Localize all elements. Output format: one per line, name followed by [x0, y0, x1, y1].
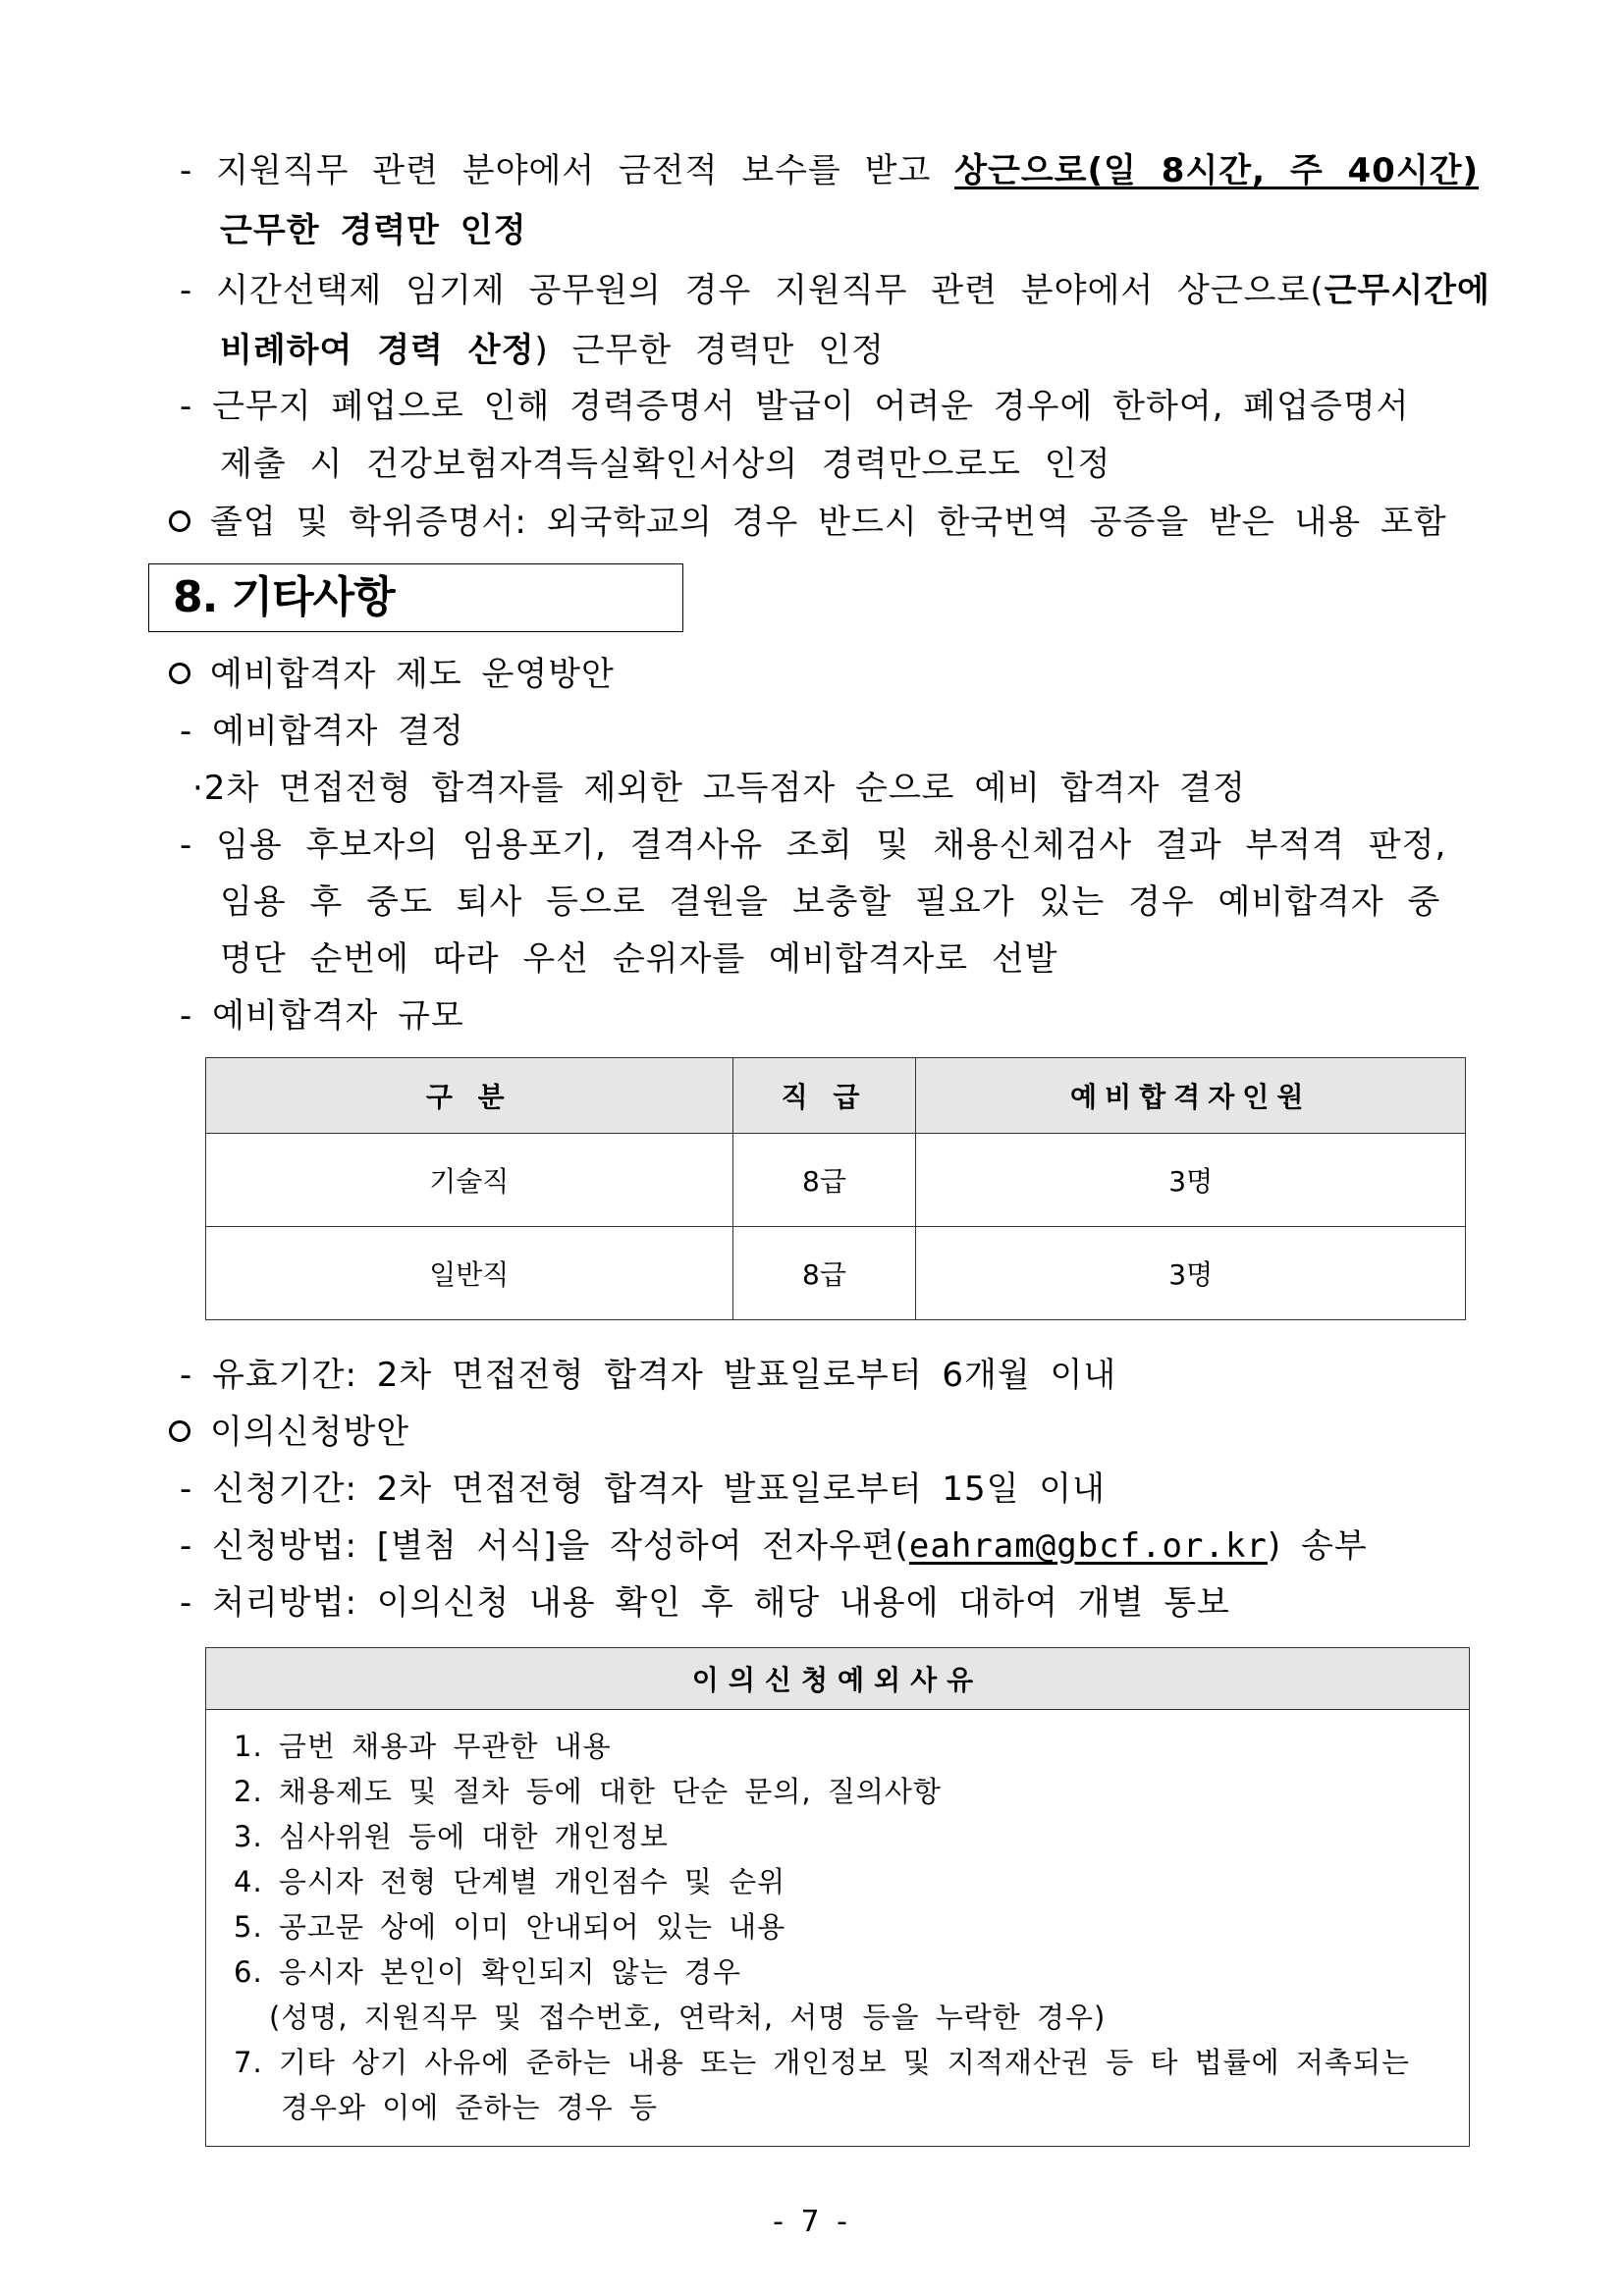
- degree-certificate-text: 졸업 및 학위증명서: 외국학교의 경우 반드시 한국번역 공증을 받은 내용 포함: [210, 503, 1447, 542]
- list-item: 5. 공고문 상에 이미 안내되어 있는 내용: [234, 1910, 786, 1944]
- cell-count: 3명: [916, 1227, 1466, 1320]
- reserve-heading: [169, 653, 615, 696]
- objection-method-text: - 신청방법: [별첨 서식]을 작성하여 전자우편(: [180, 1526, 909, 1566]
- degree-certificate-line: [169, 501, 1447, 544]
- cell-grade: 8급: [732, 1227, 916, 1320]
- cell-count: 3명: [916, 1134, 1466, 1227]
- parttime-rule-tail: ) 근무한 경력만 인정: [534, 331, 885, 370]
- list-item: (성명, 지원직무 및 접수번호, 연락처, 서명 등을 누락한 경우): [269, 2001, 1107, 2034]
- objection-method-tail: ) 송부: [1267, 1526, 1368, 1566]
- list-item: 4. 응시자 전형 단계별 개인점수 및 순위: [234, 1865, 786, 1898]
- header-reserve-count: 예비합격자인원: [916, 1058, 1466, 1134]
- list-item: 1. 금번 채용과 무관한 내용: [234, 1730, 612, 1763]
- parttime-rule-text: - 시간선택제 임기제 공무원의 경우 지원직무 관련 분야에서 상근으로(: [180, 271, 1325, 310]
- parttime-emphasis-b: 비례하여 경력 산정: [220, 331, 535, 370]
- list-item: 2. 채용제도 및 절차 등에 대한 단순 문의, 질의사항: [234, 1775, 942, 1808]
- section-header-box: [148, 563, 683, 632]
- section-title: 8. 기타사항: [173, 572, 395, 622]
- objection-heading-text: 이의신청방안: [210, 1413, 410, 1452]
- table-header-row: [206, 1058, 1466, 1134]
- header-category: 구 분: [206, 1058, 733, 1134]
- career-rule-text: - 지원직무 관련 분야에서 금전적 보수를 받고: [180, 151, 955, 190]
- reserve-validity: - 유효기간: 2차 면접전형 합격자 발표일로부터 6개월 이내: [180, 1356, 1117, 1395]
- fulltime-emphasis: 상근으로(일 8시간, 주 40시간): [954, 151, 1480, 190]
- circle-bullet-icon: [169, 510, 190, 532]
- cell-category: 기술직: [206, 1134, 733, 1227]
- cell-category: 일반직: [206, 1227, 733, 1320]
- email-link[interactable]: eahram@gbcf.or.kr: [908, 1526, 1268, 1566]
- list-item: 7. 기타 상기 사유에 준하는 내용 또는 개인정보 및 지적재산권 등 타 법률에 저촉되는: [234, 2046, 1410, 2079]
- reserve-vacancy-line-2: 임용 후 중도 퇴사 등으로 결원을 보충할 필요가 있는 경우 예비합격자 중: [220, 882, 1441, 922]
- objection-process: - 처리방법: 이의신청 내용 확인 후 해당 내용에 대하여 개별 통보: [180, 1583, 1230, 1623]
- reserve-vacancy-line-1: - 임용 후보자의 임용포기, 결격사유 조회 및 채용신체검사 결과 부적격 판정,: [180, 826, 1447, 865]
- objection-period: - 신청기간: 2차 면접전형 합격자 발표일로부터 15일 이내: [180, 1469, 1106, 1509]
- career-rule-line-1: [180, 149, 1479, 192]
- list-item: 3. 심사위원 등에 대한 개인정보: [234, 1820, 669, 1853]
- reserve-scale-table: [205, 1057, 1466, 1320]
- page-number: - 7 -: [773, 2205, 851, 2239]
- objection-method: [180, 1524, 1368, 1568]
- career-rule-line-2: 근무한 경력만 인정: [220, 211, 527, 250]
- reserve-vacancy-line-3: 명단 순번에 따라 우선 순위자를 예비합격자로 선발: [220, 939, 1058, 979]
- closure-rule-line-1: - 근무지 폐업으로 인해 경력증명서 발급이 어려운 경우에 한하여, 폐업증명서: [180, 387, 1410, 426]
- reserve-heading-text: 예비합격자 제도 운영방안: [210, 655, 615, 694]
- circle-bullet-icon: [169, 663, 190, 684]
- reserve-scale-label: - 예비합격자 규모: [180, 996, 464, 1036]
- parttime-emphasis-a: 근무시간에: [1324, 271, 1490, 310]
- table-row: [206, 1134, 1466, 1227]
- reserve-decision-label: - 예비합격자 결정: [180, 712, 464, 751]
- table-row: [206, 1710, 1470, 2147]
- table-row: [206, 1227, 1466, 1320]
- objection-heading: [169, 1411, 409, 1454]
- table-header-row: [206, 1648, 1470, 1710]
- list-item: 6. 응시자 본인이 확인되지 않는 경우: [234, 1955, 741, 1989]
- list-item: 경우와 이에 준하는 경우 등: [281, 2091, 659, 2124]
- exception-list: [206, 1710, 1470, 2147]
- exception-header: 이의신청예외사유: [206, 1648, 1470, 1710]
- circle-bullet-icon: [169, 1420, 190, 1442]
- reserve-decision-item: ·2차 면접전형 합격자를 제외한 고득점자 순으로 예비 합격자 결정: [192, 769, 1246, 808]
- header-grade: 직 급: [732, 1058, 916, 1134]
- career-rule-line-3: [180, 269, 1490, 312]
- cell-grade: 8급: [732, 1134, 916, 1227]
- closure-rule-line-2: 제출 시 건강보험자격득실확인서상의 경력만으로도 인정: [220, 445, 1111, 484]
- objection-exception-table: [205, 1647, 1470, 2147]
- career-rule-line-4: [220, 329, 885, 372]
